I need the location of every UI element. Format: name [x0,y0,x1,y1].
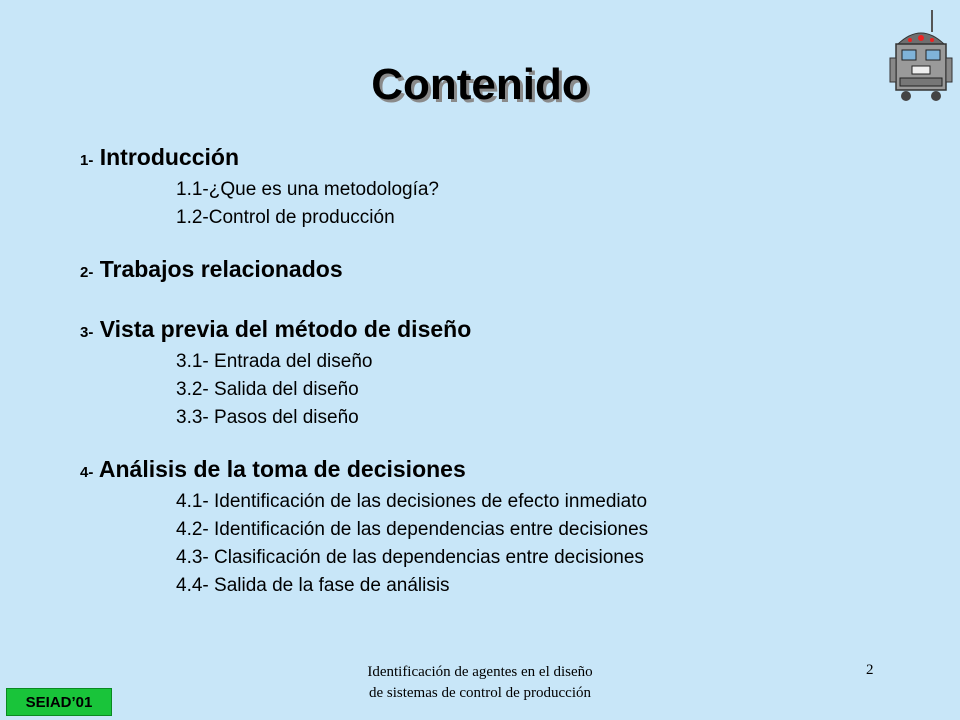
section-label: Trabajos relacionados [99,256,343,282]
page-number: 2 [866,662,874,678]
list-item: 4.2- Identificación de las dependencias entre decisiones [176,519,649,540]
footer-line-1: Identificación de agentes en el diseño [367,664,593,680]
footer-caption [300,662,660,704]
list-item: 1.2-Control de producción [176,207,395,228]
section-label: Vista previa del método de diseño [99,316,472,342]
section-number: 4- [80,464,94,481]
section-1-heading [80,142,900,176]
section-label: Introducción [99,144,240,170]
section-3-heading [80,314,900,348]
list-item: 3.1- Entrada del diseño [176,351,373,372]
section-number: 2- [80,264,94,281]
footer-line-2: de sistemas de control de producción [368,685,592,701]
list-item: 1.1-¿Que es una metodología? [176,179,440,200]
list-item: 4.3- Clasificación de las dependencias entre decisiones [176,547,644,568]
list-item: 3.2- Salida del diseño [176,379,359,400]
list-item: 4.1- Identificación de las decisiones de efecto inmediato [176,491,648,512]
slide-title: Contenido [371,60,589,109]
section-number: 3- [80,324,94,341]
section-4-heading [80,454,900,488]
section-number: 1- [80,152,94,169]
list-item: 4.4- Salida de la fase de análisis [176,575,450,596]
conference-badge: SEIAD’01 [6,688,112,716]
section-label: Análisis de la toma de decisiones [98,456,466,482]
section-2-heading [80,254,900,288]
table-of-contents [80,142,900,600]
list-item: 3.3- Pasos del diseño [176,407,359,428]
